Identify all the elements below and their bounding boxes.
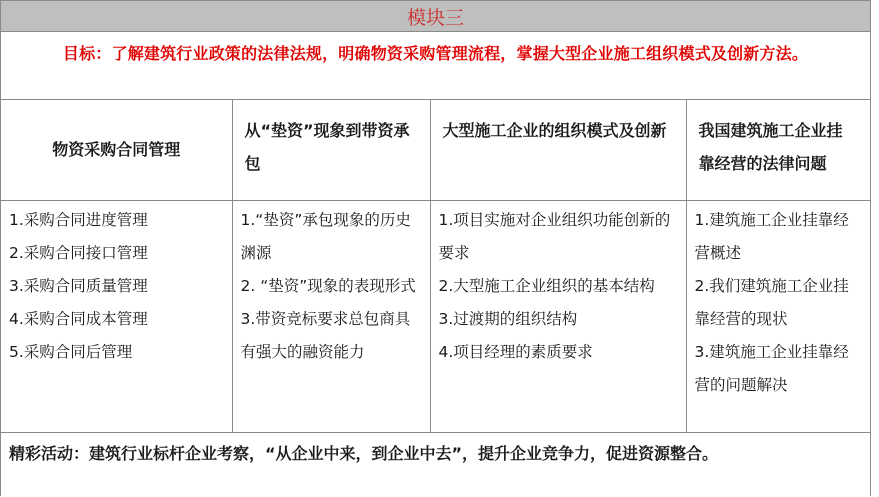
course-table	[1, 100, 870, 433]
column-header-advance-funding: 从“垫资”现象到带资承包	[232, 100, 430, 200]
list-item: 1.“垫资”承包现象的历史渊源	[240, 210, 411, 262]
column-header-procurement: 物资采购合同管理	[1, 100, 232, 200]
list-item: 3.带资竞标要求总包商具有强大的融资能力	[240, 309, 411, 361]
list-item: 3.过渡期的组织结构	[438, 309, 578, 328]
column-items-affiliated-operation	[686, 200, 870, 432]
goal-statement: 目标：了解建筑行业政策的法律法规，明确物资采购管理流程，掌握大型企业施工组织模式及创新方法。	[1, 32, 870, 100]
content-row	[1, 200, 870, 432]
list-item: 2.采购合同接口管理	[9, 243, 148, 262]
list-item: 2. “垫资”现象的表现形式	[240, 276, 416, 295]
column-header-organization-mode: 大型施工企业的组织模式及创新	[430, 100, 686, 200]
column-items-advance-funding	[232, 200, 430, 432]
list-item: 5.采购合同后管理	[9, 342, 133, 361]
column-items-procurement	[1, 200, 232, 432]
column-header-affiliated-operation: 我国建筑施工企业挂靠经营的法律问题	[686, 100, 870, 200]
list-item: 4.项目经理的素质要求	[438, 342, 593, 361]
list-item: 2.大型施工企业组织的基本结构	[438, 276, 655, 295]
module-title: 模块三	[1, 0, 870, 32]
list-item: 1.项目实施对企业组织功能创新的要求	[438, 210, 671, 262]
list-item: 4.采购合同成本管理	[9, 309, 148, 328]
column-items-organization-mode	[430, 200, 686, 432]
list-item: 3.建筑施工企业挂靠经营的问题解决	[694, 342, 849, 394]
list-item: 3.采购合同质量管理	[9, 276, 148, 295]
list-item: 1.建筑施工企业挂靠经营概述	[694, 210, 849, 262]
list-item: 1.采购合同进度管理	[9, 210, 148, 229]
activity-statement: 精彩活动：建筑行业标杆企业考察，“从企业中来，到企业中去”，提升企业竞争力，促进资源整合。	[9, 443, 719, 463]
list-item: 2.我们建筑施工企业挂靠经营的现状	[694, 276, 849, 328]
header-row	[1, 100, 870, 200]
